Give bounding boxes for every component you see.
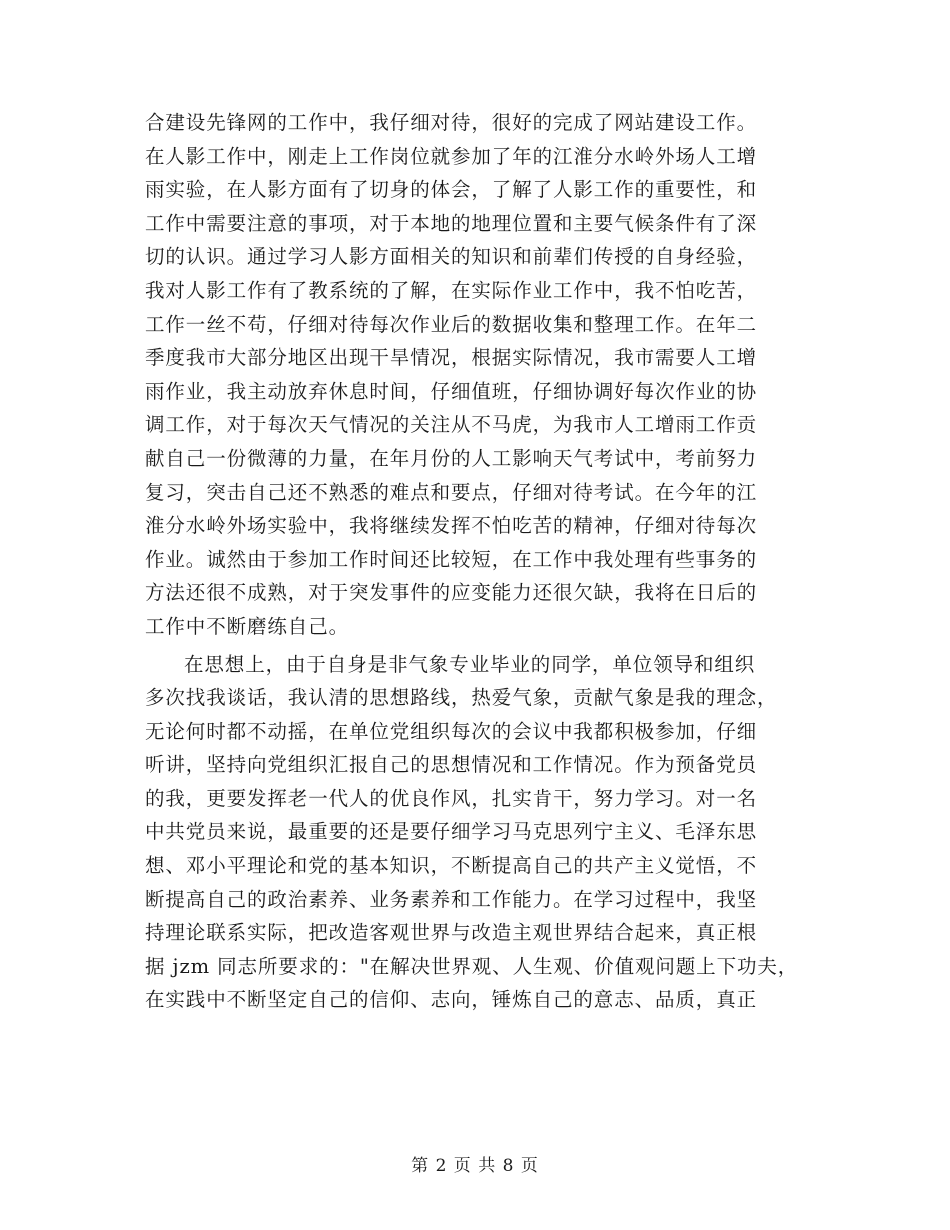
text-line: 在思想上，由于自身是非气象专业毕业的同学，单位领导和组织: [184, 652, 756, 676]
text-line: 工作一丝不苟，仔细对待每次作业后的数据收集和整理工作。在年二: [145, 312, 758, 336]
body-text: [145, 106, 825, 1017]
text-line: 方法还很不成熟，对于突发事件的应变能力还很欠缺，我将在日后的: [145, 581, 758, 605]
text-line: 合建设先锋网的工作中，我仔细对待，很好的完成了网站建设工作。: [145, 111, 758, 134]
text-line: 淮分水岭外场实验中，我将继续发挥不怕吃苦的精神，仔细对待每次: [145, 514, 758, 538]
text-line: 中共党员来说，最重要的还是要仔细学习马克思列宁主义、毛泽东思: [145, 820, 758, 844]
text-line: 想、邓小平理论和党的基本知识，不断提高自己的共产主义觉悟，不: [145, 854, 758, 878]
text-line: 雨实验，在人影方面有了切身的体会，了解了人影工作的重要性，和: [145, 178, 758, 202]
text-line: 据 jzm 同志所要求的："在解决世界观、人生观、价值观问题上下功夫，: [145, 954, 799, 978]
text-line: 在实践中不断坚定自己的信仰、志向，锤炼自己的意志、品质，真正: [145, 988, 758, 1012]
paragraph-ideology: [145, 648, 825, 1018]
text-line: 无论何时都不动摇，在单位党组织每次的会议中我都积极参加，仔细: [145, 719, 758, 743]
text-line: 调工作，对于每次天气情况的关注从不马虎，为我市人工增雨工作贡: [145, 413, 758, 437]
text-line: 切的认识。通过学习人影方面相关的知识和前辈们传授的自身经验，: [145, 245, 758, 269]
text-line: 作业。诚然由于参加工作时间还比较短，在工作中我处理有些事务的: [145, 547, 758, 571]
page-number-footer: 第 2 页 共 8 页: [411, 1156, 539, 1176]
text-line: 献自己一份微薄的力量，在年月份的人工影响天气考试中，考前努力: [145, 446, 758, 470]
text-line: 工作中不断磨练自己。: [145, 614, 350, 638]
text-line: 季度我市大部分地区出现干旱情况，根据实际情况，我市需要人工增: [145, 346, 758, 370]
text-line: 的我，更要发挥老一代人的优良作风，扎实肯干，努力学习。对一名: [145, 786, 758, 810]
text-line: 工作中需要注意的事项，对于本地的地理位置和主要气候条件有了深: [145, 211, 758, 235]
text-line: 雨作业，我主动放弃休息时间，仔细值班，仔细协调好每次作业的协: [145, 379, 758, 403]
text-line: 持理论联系实际，把改造客观世界与改造主观世界结合起来，真正根: [145, 921, 758, 945]
text-line: 复习，突击自己还不熟悉的难点和要点，仔细对待考试。在今年的江: [145, 480, 758, 504]
paragraph-work-experience: [145, 106, 825, 644]
text-line: 听讲，坚持向党组织汇报自己的思想情况和工作情况。作为预备党员: [145, 753, 758, 777]
text-line: 多次找我谈话，我认清的思想路线，热爱气象，贡献气象是我的理念，: [145, 686, 778, 710]
text-line: 我对人影工作有了教系统的了解，在实际作业工作中，我不怕吃苦，: [145, 278, 758, 302]
text-line: 在人影工作中，刚走上工作岗位就参加了年的江淮分水岭外场人工增: [145, 144, 758, 168]
text-line: 断提高自己的政治素养、业务素养和工作能力。在学习过程中，我坚: [145, 887, 758, 911]
